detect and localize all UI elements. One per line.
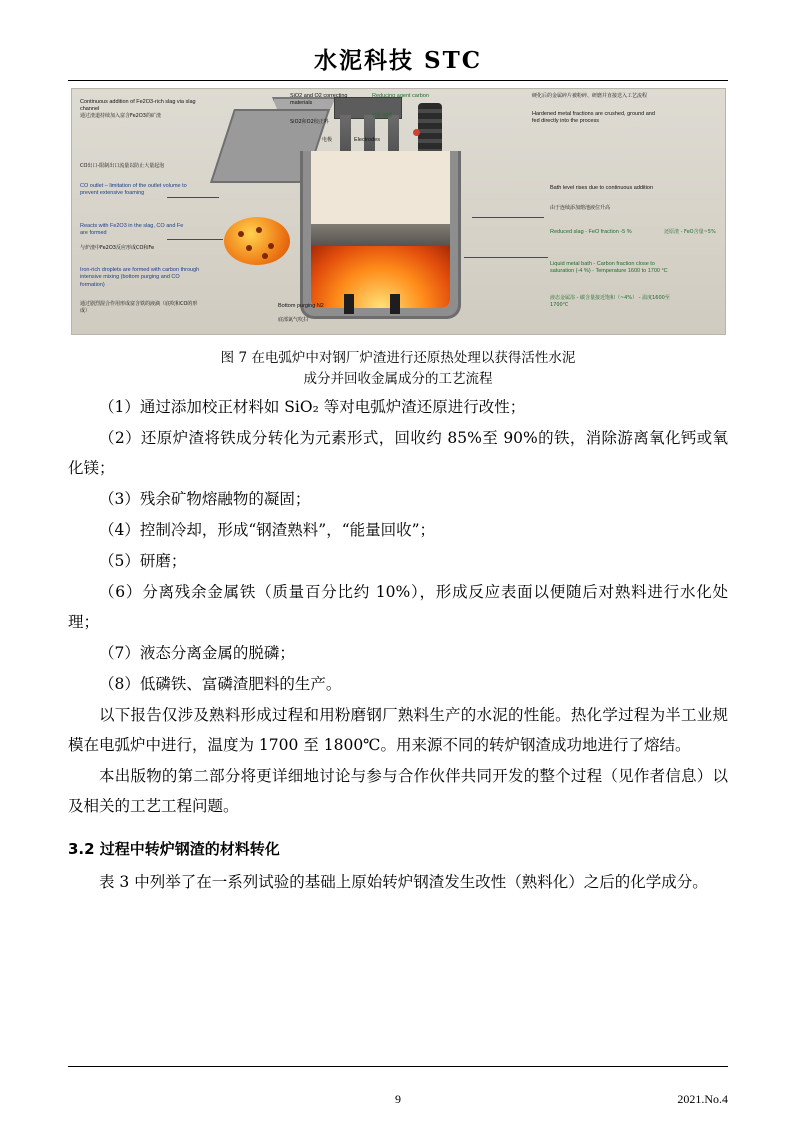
label-reacts-cn: 与炉渣中Fe2O3反应形成CO和Fe [80,245,155,251]
label-hardened-metal-cn: 硬化后的金属碎片被粉碎、研磨并直接送入工艺流程 [532,93,648,99]
slag-layer-shape [311,224,450,246]
iron-droplet-blob-shape [224,217,290,265]
list-item: （2）还原炉渣将铁成分转化为元素形式，回收约 85%至 90%的铁，消除游离氧化钙或氧化镁； [68,429,728,477]
label-droplets-cn: 通过剧烈混合作用形成富含铁的液滴（底吹和CO的形成） [80,301,198,314]
leader-line [472,217,544,218]
page-header [68,42,728,75]
figure-caption [68,348,728,390]
list-item: （1）通过添加校正材料如 SiO₂ 等对电弧炉渣还原进行改性； [99,398,526,416]
label-reduced-slag-en: Reduced slag - FeO fraction -5 % [550,229,632,235]
label-bath-level-en: Bath level rises due to continuous addition [550,185,654,191]
label-reacts-en: Reacts with Fe2O3 in the slag, CO and Fe are formed [80,223,184,237]
list-item: （7）液态分离金属的脱磷； [99,644,295,662]
label-bottom-purging-cn: 底部氮气吹扫 [278,317,309,323]
label-correcting-materials-en: SiO2 and O2 correcting materials [290,93,348,107]
label-co-outlet-en: CO outlet – limitation of the outlet volume to prevent extensive foaming [80,183,187,197]
label-hardened-metal-en: Hardened metal fractions are crushed, ground and fed directly into the process [532,111,655,125]
figure-caption-line-2: 成分并回收金属成分的工艺流程 [303,370,493,387]
droplet-dot [238,231,244,237]
label-reducing-agent-en: Reducing agent carbon [372,93,429,99]
figure-caption-line-1: 图 7 在电弧炉中对钢厂炉渣进行还原热处理以获得活性水泥 [220,350,576,366]
page-number: 9 [395,1092,401,1106]
list-item: （4）控制冷却，形成“钢渣熟料”，“能量回收”； [99,521,436,539]
droplet-dot [246,245,252,251]
electric-arc-furnace-shape [300,151,461,319]
footer-divider [68,1066,728,1067]
body-text [68,392,728,898]
label-droplets-en: Iron-rich droplets are formed with carbon through intensive mixing (bottom purging and CO formation) [80,267,200,288]
label-electrodes-cn: 电极 [322,137,333,143]
bottom-purging-nozzle-2 [390,294,400,314]
label-reduced-slag-cn: 还原渣 - FeO含量~5% [664,229,716,235]
label-bottom-purging-en: Bottom purging N2 [278,303,324,309]
droplet-dot [268,243,274,249]
figure-7-image [71,88,726,335]
label-slag-addition-en: Continuous addition of Fe2O3-rich slag via slag channel [80,99,196,113]
liquid-metal-bath-shape [311,246,450,308]
droplet-dot [262,253,268,259]
list-item: （5）研磨； [99,552,187,570]
list-item: （3）残余矿物熔融物的凝固； [99,490,311,508]
paragraph: 以下报告仅涉及熟料形成过程和用粉磨钢厂熟料生产的水泥的性能。热化学过程为半工业规模在电弧炉中进行，温度为 1700 至 1800℃。用来源不同的转炉钢渣成功地进行了熔结。 [68,706,728,754]
label-correcting-materials-cn: SiO2和O2校正料 [290,119,329,125]
furnace-lining-shape [311,151,450,308]
list-item: （6）分离残余金属铁（质量百分比约 10%），形成反应表面以便随后对熟料进行水化处理； [68,583,728,631]
issue-label: 2021.No.4 [677,1092,728,1106]
figure-canvas [72,89,725,334]
label-liquid-metal-bath-cn: 液态金属浴 - 碳含量接近饱和（~4%） - 温度1600至1700℃ [550,295,670,308]
leader-line [167,239,223,240]
charge-particle [413,129,420,136]
label-bath-level-cn: 由于连续添加熔池液位升高 [550,205,611,211]
label-liquid-metal-bath-en: Liquid metal bath - Carbon fraction close to saturation (-4 %) - Temperature 1600 to 1700 °C [550,261,668,275]
page-content [68,0,728,1122]
label-electrodes-en: Electrodes [354,137,380,143]
label-reducing-agent-cn: 还原剂碳 [372,113,393,119]
label-slag-addition-cn: 通过渣道持续加入富含Fe2O3的矿渣 [80,113,161,119]
paragraph: 本出版物的第二部分将更详细地讨论与参与合作伙伴共同开发的整个过程（见作者信息）以及相关的工艺工程问题。 [68,767,728,815]
droplet-dot [256,227,262,233]
leader-line [464,257,548,258]
header-divider [68,80,728,81]
paragraph: 表 3 中列举了在一系列试验的基础上原始转炉钢渣发生改性（熟料化）之后的化学成分。 [99,873,708,891]
label-co-outlet-cn: CO出口-限制出口流量以防止大量起泡 [80,163,165,169]
section-heading: 3.2 过程中转炉钢渣的材料转化 [68,840,280,858]
list-item: （8）低磷铁、富磷渣肥料的生产。 [99,675,342,693]
journal-title: 水泥科技 STC [313,47,483,74]
